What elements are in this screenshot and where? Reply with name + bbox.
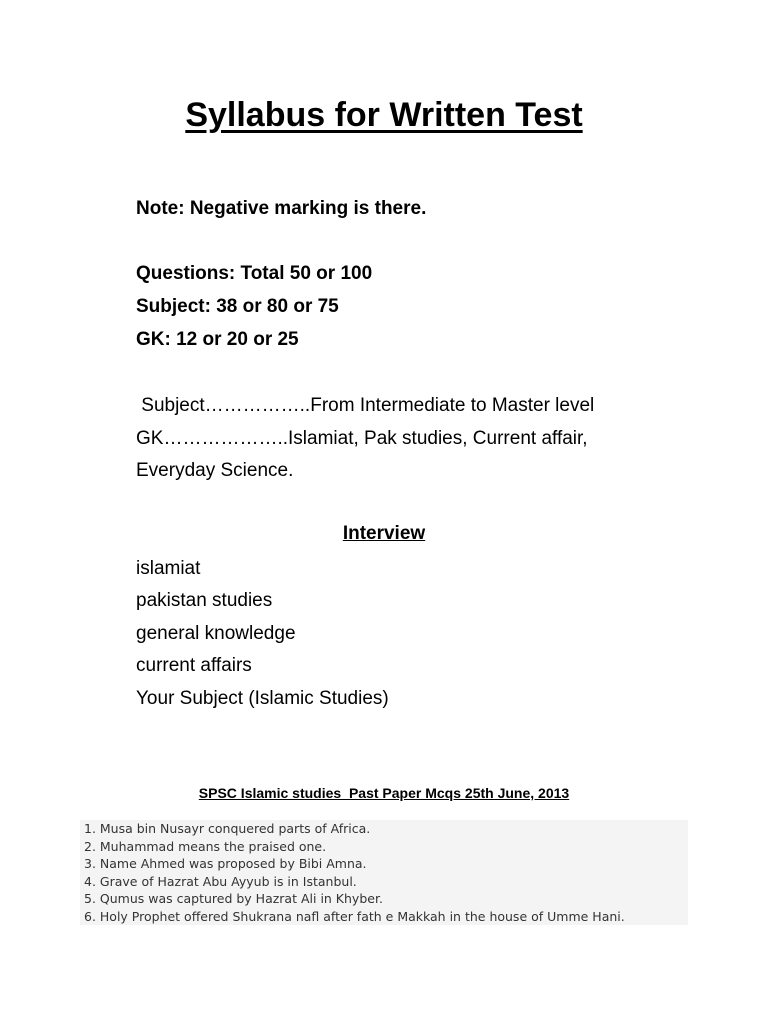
- interview-item-current-affairs: current affairs: [136, 655, 252, 676]
- mcq-item: 2. Muhammad means the praised one.: [84, 838, 327, 854]
- past-paper-title: SPSC Islamic studies Past Paper Mcqs 25th June, 2013: [198, 785, 570, 801]
- mcq-item: 5. Qumus was captured by Hazrat Ali in Khyber.: [84, 891, 383, 906]
- mcq-item: 3. Name Ahmed was proposed by Bibi Amna.: [84, 856, 367, 871]
- gk-count: GK: 12 or 20 or 25: [136, 329, 299, 350]
- interview-item-your-subject: Your Subject (Islamic Studies): [136, 688, 389, 709]
- gk-topics-line1: GK………………..Islamiat, Pak studies, Current affair,: [136, 428, 588, 449]
- subject-count: Subject: 38 or 80 or 75: [136, 296, 339, 317]
- gk-topics-line2: Everyday Science.: [136, 460, 294, 481]
- questions-total: Questions: Total 50 or 100: [136, 263, 373, 284]
- subject-range: Subject……………..From Intermediate to Master level: [136, 395, 595, 416]
- interview-item-pakistan-studies: pakistan studies: [136, 590, 273, 611]
- note-text: Note: Negative marking is there.: [136, 198, 427, 219]
- mcq-list: [80, 820, 688, 925]
- mcq-item: 1. Musa bin Nusayr conquered parts of Africa.: [84, 821, 371, 836]
- interview-item-general-knowledge: general knowledge: [136, 623, 296, 644]
- mcq-item: 4. Grave of Hazrat Abu Ayyub is in Istanbul.: [84, 873, 357, 889]
- interview-item-islamiat: islamiat: [136, 558, 201, 579]
- mcq-item: 6. Holy Prophet offered Shukrana nafl after fath e Makkah in the house of Umme Hani.: [84, 908, 625, 924]
- page-title: Syllabus for Written Test: [185, 96, 583, 134]
- interview-heading: Interview: [342, 523, 426, 544]
